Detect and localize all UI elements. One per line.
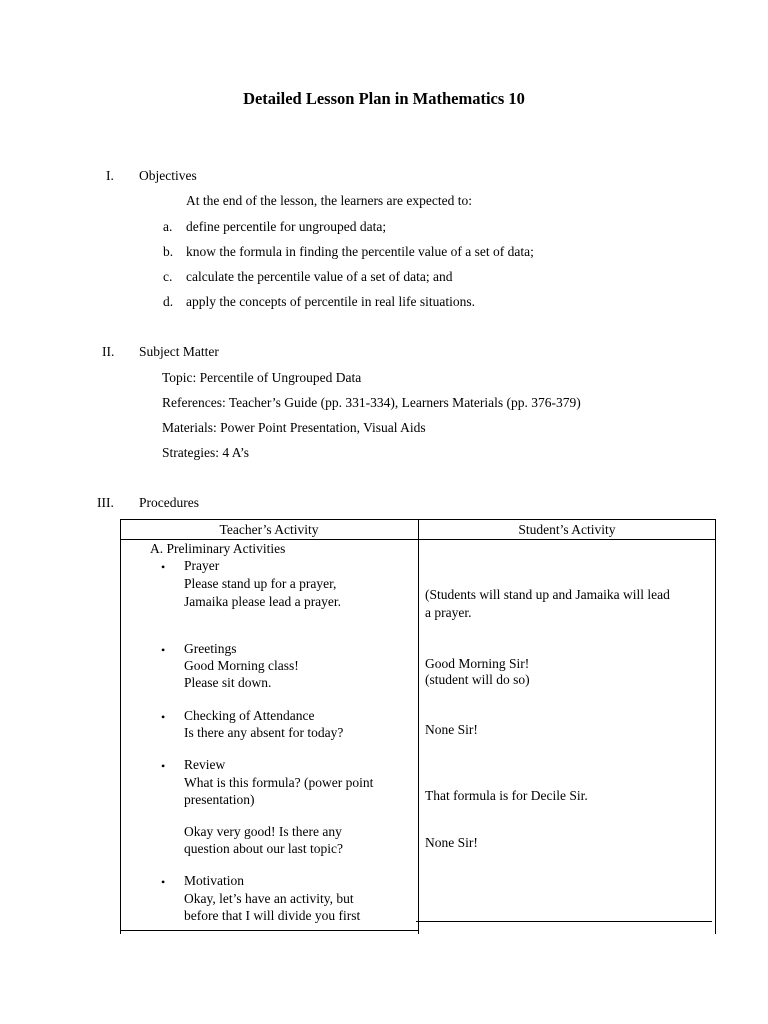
teacher-motivation-line: Okay, let’s have an activity, but xyxy=(184,891,354,906)
teacher-motivation-line: before that I will divide you first xyxy=(184,908,361,923)
list-letter: b. xyxy=(163,244,174,259)
list-item: apply the concepts of percentile in real life situations. xyxy=(186,294,476,309)
teacher-review-line: What is this formula? (power point xyxy=(184,775,374,790)
section-a-heading: A. Preliminary Activities xyxy=(150,541,286,556)
teacher-review-heading: Review xyxy=(184,757,226,772)
bullet: • xyxy=(161,710,166,724)
table-border-left xyxy=(120,519,121,934)
section-number: I. xyxy=(106,168,114,183)
teacher-greetings-line: Good Morning class! xyxy=(184,658,299,673)
section-heading: Objectives xyxy=(139,168,197,183)
student-greetings-line: Good Morning Sir! xyxy=(425,656,530,671)
page-title: Detailed Lesson Plan in Mathematics 10 xyxy=(243,89,525,108)
subject-materials: Materials: Power Point Presentation, Visual Aids xyxy=(162,420,426,435)
teacher-greetings-line: Please sit down. xyxy=(184,675,272,690)
bullet: • xyxy=(161,560,166,574)
teacher-prayer-line: Please stand up for a prayer, xyxy=(184,576,337,591)
subject-references: References: Teacher’s Guide (pp. 331-334), Learners Materials (pp. 376-379) xyxy=(162,395,581,410)
table-border-right xyxy=(715,519,716,934)
list-letter: d. xyxy=(163,294,174,309)
section-number: II. xyxy=(102,344,115,359)
teacher-prayer-line: Jamaika please lead a prayer. xyxy=(184,594,342,609)
section-heading: Subject Matter xyxy=(139,344,219,359)
bullet: • xyxy=(161,875,166,889)
section-heading: Procedures xyxy=(139,495,199,510)
list-item: define percentile for ungrouped data; xyxy=(186,219,387,234)
teacher-review-line: question about our last topic? xyxy=(184,841,343,856)
list-item: know the formula in finding the percentile value of a set of data; xyxy=(186,244,534,259)
student-greetings-line: (student will do so) xyxy=(425,672,530,687)
student-attendance-line: None Sir! xyxy=(425,722,478,737)
column-header-teacher: Teacher’s Activity xyxy=(219,522,319,537)
list-letter: a. xyxy=(163,219,173,234)
table-bottom-right xyxy=(416,921,712,922)
list-letter: c. xyxy=(163,269,173,284)
bullet: • xyxy=(161,643,166,657)
student-question-line: None Sir! xyxy=(425,835,478,850)
teacher-greetings-heading: Greetings xyxy=(184,641,237,656)
student-prayer-line: (Students will stand up and Jamaika will lead xyxy=(425,587,670,602)
list-item: calculate the percentile value of a set of data; and xyxy=(186,269,453,284)
objectives-intro: At the end of the lesson, the learners are expected to: xyxy=(186,193,473,208)
section-number: III. xyxy=(97,495,114,510)
teacher-attendance-line: Is there any absent for today? xyxy=(184,725,344,740)
student-review-line: That formula is for Decile Sir. xyxy=(425,788,588,803)
teacher-review-line: Okay very good! Is there any xyxy=(184,824,342,839)
teacher-attendance-heading: Checking of Attendance xyxy=(184,708,315,723)
table-bottom-left xyxy=(120,930,418,931)
teacher-motivation-heading: Motivation xyxy=(184,873,244,888)
column-header-student: Student’s Activity xyxy=(518,522,616,537)
teacher-prayer-heading: Prayer xyxy=(184,558,220,573)
bullet: • xyxy=(161,759,166,773)
student-prayer-line: a prayer. xyxy=(425,605,472,620)
teacher-review-line: presentation) xyxy=(184,792,255,807)
table-column-divider xyxy=(418,519,419,934)
subject-strategies: Strategies: 4 A’s xyxy=(162,445,249,460)
procedures-table xyxy=(120,519,716,934)
subject-topic: Topic: Percentile of Ungrouped Data xyxy=(162,370,362,385)
